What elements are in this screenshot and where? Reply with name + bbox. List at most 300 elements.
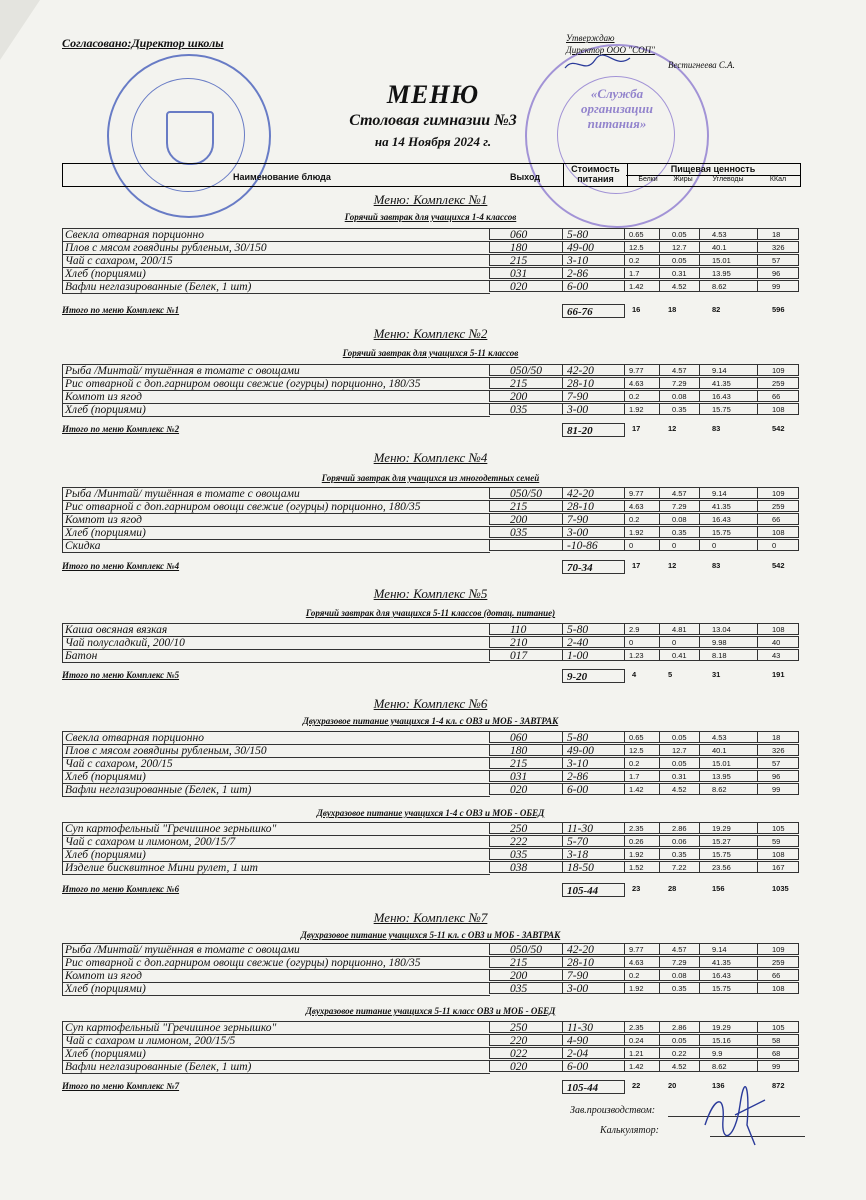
dish-fat: 0.41 <box>660 649 700 661</box>
section-subtitle: Двухразовое питание учащихся 5-11 кл. с ОВЗ и МОБ - ЗАВТРАК <box>300 930 561 940</box>
dish-fat: 0.05 <box>660 731 700 743</box>
dish-price: 3-00 <box>562 982 625 994</box>
dish-carbs: 9.14 <box>700 487 758 499</box>
dish-fat: 0.05 <box>660 254 700 266</box>
dish-name: Вафли неглазированные (Белек, 1 шт) <box>62 783 490 797</box>
table-row <box>62 982 799 995</box>
dish-carbs: 16.43 <box>700 390 758 402</box>
dish-carbs: 15.75 <box>700 982 758 994</box>
dish-output: 250 <box>489 1021 562 1033</box>
dish-carbs: 8.18 <box>700 649 758 661</box>
dish-kcal: 99 <box>758 783 799 795</box>
dish-name: Хлеб (порциями) <box>62 403 490 417</box>
dish-fat: 0.05 <box>660 228 700 240</box>
dish-carbs: 0 <box>700 539 758 551</box>
dish-protein: 2.9 <box>625 623 660 635</box>
dish-carbs: 41.35 <box>700 377 758 389</box>
dish-kcal: 18 <box>758 228 799 240</box>
dish-protein: 12.5 <box>625 744 660 756</box>
dish-price: 28-10 <box>562 500 625 512</box>
total-price: 105-44 <box>562 1080 625 1094</box>
dish-fat: 0 <box>660 539 700 551</box>
section-subtitle: Двухразовое питание учащихся 1-4 кл. с ОВЗ и МОБ - ЗАВТРАК <box>302 716 559 726</box>
dish-protein: 0.65 <box>625 228 660 240</box>
table-row <box>62 1034 799 1047</box>
dish-protein: 2.35 <box>625 822 660 834</box>
dish-price: 2-04 <box>562 1047 625 1059</box>
dish-name: Компот из ягод <box>62 969 490 983</box>
dish-output: 180 <box>489 744 562 756</box>
dish-kcal: 108 <box>758 623 799 635</box>
table-row <box>62 848 799 861</box>
dish-kcal: 108 <box>758 982 799 994</box>
dish-output: 110 <box>489 623 562 635</box>
dish-output: 215 <box>489 956 562 968</box>
dish-price: 4-90 <box>562 1034 625 1046</box>
dish-kcal: 96 <box>758 267 799 279</box>
dish-kcal: 40 <box>758 636 799 648</box>
total-label: Итого по меню Комплекс №7 <box>62 1081 180 1091</box>
dish-fat: 0.35 <box>660 526 700 538</box>
dish-name: Хлеб (порциями) <box>62 770 490 784</box>
dish-protein: 1.42 <box>625 1060 660 1072</box>
dish-carbs: 15.27 <box>700 835 758 847</box>
production-label: Зав.производством: <box>570 1105 656 1116</box>
dish-price: 2-86 <box>562 770 625 782</box>
section-subtitle: Горячий завтрак для учащихся из многодетных семей <box>321 473 540 483</box>
dish-protein: 1.7 <box>625 267 660 279</box>
dish-kcal: 108 <box>758 403 799 415</box>
total-protein: 4 <box>632 670 637 679</box>
dish-price: 7-90 <box>562 969 625 981</box>
dish-protein: 0 <box>625 636 660 648</box>
section-title: Меню: Комплекс №1 <box>373 192 488 207</box>
dish-output: 200 <box>489 969 562 981</box>
dish-price: 42-20 <box>562 364 625 376</box>
dish-protein: 0.26 <box>625 835 660 847</box>
dish-protein: 0.65 <box>625 731 660 743</box>
section-subtitle: Горячий завтрак для учащихся 5-11 классов (дотац. питание) <box>305 608 556 618</box>
dish-price: 3-00 <box>562 526 625 538</box>
dish-fat: 0.08 <box>660 969 700 981</box>
dish-kcal: 259 <box>758 500 799 512</box>
dish-carbs: 19.29 <box>700 1021 758 1033</box>
dish-carbs: 13.95 <box>700 770 758 782</box>
table-row <box>62 513 799 526</box>
dish-name: Рыба /Минтай/ тушённая в томате с овощами <box>62 943 490 957</box>
dish-fat: 0.08 <box>660 513 700 525</box>
dish-kcal: 66 <box>758 969 799 981</box>
dish-carbs: 15.16 <box>700 1034 758 1046</box>
table-row <box>62 770 799 783</box>
dish-protein: 0.2 <box>625 390 660 402</box>
dish-carbs: 9.14 <box>700 943 758 955</box>
section-subtitle: Горячий завтрак для учащихся 1-4 классов <box>344 212 517 222</box>
total-protein: 16 <box>632 305 641 314</box>
dish-protein: 1.92 <box>625 526 660 538</box>
dish-protein: 0.2 <box>625 513 660 525</box>
page-subtitle: Столовая гимназии №3 <box>349 112 517 129</box>
dish-output: 060 <box>489 228 562 240</box>
dish-fat: 7.29 <box>660 377 700 389</box>
total-row <box>62 1080 799 1094</box>
col-output: Выход <box>510 172 541 182</box>
dish-carbs: 4.53 <box>700 731 758 743</box>
dish-price: 3-00 <box>562 403 625 415</box>
dish-price: 5-80 <box>562 731 625 743</box>
dish-fat: 4.52 <box>660 1060 700 1072</box>
table-row <box>62 969 799 982</box>
dish-fat: 4.57 <box>660 487 700 499</box>
dish-output: 220 <box>489 1034 562 1046</box>
total-price: 81-20 <box>562 423 625 437</box>
table-row <box>62 241 799 254</box>
dish-name: Рыба /Минтай/ тушённая в томате с овощами <box>62 364 490 378</box>
dish-output: 017 <box>489 649 562 661</box>
total-protein: 22 <box>632 1081 641 1090</box>
dish-fat: 4.57 <box>660 364 700 376</box>
table-row <box>62 390 799 403</box>
dish-name: Чай полусладкий, 200/10 <box>62 636 490 650</box>
total-fat: 12 <box>668 424 677 433</box>
section-subtitle: Двухразовое питание учащихся 5-11 класс ОВЗ и МОБ - ОБЕД <box>305 1006 556 1016</box>
section-title: Меню: Комплекс №2 <box>373 326 488 341</box>
total-kcal: 191 <box>772 670 785 679</box>
dish-price: 3-10 <box>562 757 625 769</box>
col-protein: Белки <box>638 176 658 183</box>
dish-kcal: 66 <box>758 390 799 402</box>
dish-price: 42-20 <box>562 487 625 499</box>
total-row <box>62 883 799 897</box>
dish-name: Изделие бисквитное Мини рулет, 1 шт <box>62 861 490 875</box>
table-row <box>62 1060 799 1073</box>
table-row <box>62 364 799 377</box>
total-fat: 5 <box>668 670 673 679</box>
dish-protein: 1.23 <box>625 649 660 661</box>
dish-kcal: 57 <box>758 757 799 769</box>
dish-carbs: 41.35 <box>700 956 758 968</box>
dish-kcal: 109 <box>758 487 799 499</box>
dish-output: 050/50 <box>489 487 562 499</box>
dish-name: Хлеб (порциями) <box>62 526 490 540</box>
dish-protein: 1.42 <box>625 280 660 292</box>
dish-carbs: 40.1 <box>700 241 758 253</box>
dish-protein: 0.2 <box>625 757 660 769</box>
dish-fat: 0.31 <box>660 267 700 279</box>
approve-name: Вестигнеева С.А. <box>668 60 735 70</box>
dish-name: Чай с сахаром, 200/15 <box>62 254 490 268</box>
dish-price: 11-30 <box>562 822 625 834</box>
total-label: Итого по меню Комплекс №5 <box>62 670 180 680</box>
dish-kcal: 109 <box>758 943 799 955</box>
dish-protein: 1.92 <box>625 403 660 415</box>
total-protein: 17 <box>632 561 641 570</box>
table-row <box>62 861 799 874</box>
dish-protein: 1.52 <box>625 861 660 873</box>
dish-kcal: 108 <box>758 848 799 860</box>
dish-kcal: 68 <box>758 1047 799 1059</box>
col-name: Наименование блюда <box>233 172 331 182</box>
table-row <box>62 526 799 539</box>
dish-protein: 1.42 <box>625 783 660 795</box>
calculator-label: Калькулятор: <box>600 1125 659 1136</box>
total-price: 105-44 <box>562 883 625 897</box>
table-row <box>62 649 799 662</box>
dish-carbs: 40.1 <box>700 744 758 756</box>
dish-carbs: 19.29 <box>700 822 758 834</box>
dish-output: 215 <box>489 377 562 389</box>
dish-carbs: 15.01 <box>700 254 758 266</box>
dish-price: 5-70 <box>562 835 625 847</box>
dish-output: 022 <box>489 1047 562 1059</box>
dish-fat: 0 <box>660 636 700 648</box>
total-carbs: 136 <box>712 1081 725 1090</box>
dish-name: Хлеб (порциями) <box>62 1047 490 1061</box>
dish-output: 050/50 <box>489 943 562 955</box>
section-subtitle: Горячий завтрак для учащихся 5-11 классов <box>342 348 519 358</box>
dish-name: Плов с мясом говядины рубленым, 30/150 <box>62 744 490 758</box>
dish-protein: 1.21 <box>625 1047 660 1059</box>
dish-price: 1-00 <box>562 649 625 661</box>
dish-fat: 0.06 <box>660 835 700 847</box>
dish-protein: 9.77 <box>625 364 660 376</box>
table-row <box>62 254 799 267</box>
table-row <box>62 744 799 757</box>
dish-kcal: 99 <box>758 280 799 292</box>
col-nutrition: Пищевая ценность <box>626 164 800 176</box>
dish-fat: 2.86 <box>660 822 700 834</box>
dish-carbs: 13.04 <box>700 623 758 635</box>
dish-kcal: 109 <box>758 364 799 376</box>
dish-output: 060 <box>489 731 562 743</box>
dish-protein: 1.92 <box>625 848 660 860</box>
col-kcal: ККал <box>769 176 787 183</box>
table-row <box>62 403 799 416</box>
dish-kcal: 99 <box>758 1060 799 1072</box>
dish-protein: 0.2 <box>625 969 660 981</box>
table-row <box>62 757 799 770</box>
total-protein: 17 <box>632 424 641 433</box>
dish-kcal: 108 <box>758 526 799 538</box>
dish-protein: 12.5 <box>625 241 660 253</box>
section-title: Меню: Комплекс №6 <box>373 696 488 711</box>
dish-name: Хлеб (порциями) <box>62 982 490 996</box>
total-fat: 20 <box>668 1081 677 1090</box>
page-date: на 14 Ноября 2024 г. <box>374 134 492 149</box>
dish-name: Свекла отварная порционно <box>62 731 490 745</box>
dish-carbs: 16.43 <box>700 513 758 525</box>
section-title: Меню: Комплекс №7 <box>373 910 488 925</box>
dish-kcal: 57 <box>758 254 799 266</box>
dish-protein: 4.63 <box>625 500 660 512</box>
dish-carbs: 15.01 <box>700 757 758 769</box>
dish-name: Хлеб (порциями) <box>62 848 490 862</box>
total-row <box>62 669 799 683</box>
approve-label: Утверждаю <box>566 33 615 43</box>
dish-fat: 4.52 <box>660 783 700 795</box>
total-fat: 18 <box>668 305 677 314</box>
table-row <box>62 280 799 293</box>
dish-name: Рис отварной с доп.гарниром овощи свежие (огурцы) порционно, 180/35 <box>62 956 490 970</box>
dish-carbs: 15.75 <box>700 848 758 860</box>
dish-price: 2-86 <box>562 267 625 279</box>
dish-name: Чай с сахаром и лимоном, 200/15/7 <box>62 835 490 849</box>
dish-carbs: 4.53 <box>700 228 758 240</box>
dish-price: 7-90 <box>562 390 625 402</box>
dish-name: Рис отварной с доп.гарниром овощи свежие (огурцы) порционно, 180/35 <box>62 377 490 391</box>
dish-fat: 7.29 <box>660 956 700 968</box>
total-carbs: 156 <box>712 884 725 893</box>
dish-protein: 2.35 <box>625 1021 660 1033</box>
section-subtitle: Двухразовое питание учащихся 1-4 с ОВЗ и МОБ - ОБЕД <box>316 808 545 818</box>
total-row <box>62 560 799 574</box>
total-kcal: 596 <box>772 305 785 314</box>
approve-director: Директор ООО "СОП" <box>566 45 655 55</box>
dish-price: 6-00 <box>562 783 625 795</box>
dish-name: Компот из ягод <box>62 513 490 527</box>
dish-price: 6-00 <box>562 280 625 292</box>
total-label: Итого по меню Комплекс №6 <box>62 884 180 894</box>
col-carbs: Углеводы <box>712 176 744 183</box>
col-price: Стоимость питания <box>563 164 628 186</box>
dish-fat: 7.22 <box>660 861 700 873</box>
dish-output: 020 <box>489 783 562 795</box>
table-row <box>62 783 799 796</box>
dish-name: Рис отварной с доп.гарниром овощи свежие (огурцы) порционно, 180/35 <box>62 500 490 514</box>
dish-name: Рыба /Минтай/ тушённая в томате с овощами <box>62 487 490 501</box>
page-corner-fold <box>0 0 40 60</box>
dish-carbs: 9.98 <box>700 636 758 648</box>
dish-protein: 1.92 <box>625 982 660 994</box>
table-row <box>62 835 799 848</box>
total-fat: 28 <box>668 884 677 893</box>
dish-fat: 0.22 <box>660 1047 700 1059</box>
dish-kcal: 105 <box>758 1021 799 1033</box>
dish-output: 200 <box>489 390 562 402</box>
table-row <box>62 623 799 636</box>
dish-fat: 12.7 <box>660 744 700 756</box>
dish-carbs: 8.62 <box>700 783 758 795</box>
table-row <box>62 956 799 969</box>
dish-output: 210 <box>489 636 562 648</box>
dish-carbs: 9.9 <box>700 1047 758 1059</box>
dish-output: 035 <box>489 982 562 994</box>
dish-protein: 4.63 <box>625 956 660 968</box>
dish-output: 222 <box>489 835 562 847</box>
dish-name: Плов с мясом говядины рубленым, 30/150 <box>62 241 490 255</box>
dish-name: Чай с сахаром и лимоном, 200/15/5 <box>62 1034 490 1048</box>
dish-price: 2-40 <box>562 636 625 648</box>
dish-kcal: 105 <box>758 822 799 834</box>
dish-price: 42-20 <box>562 943 625 955</box>
table-row <box>62 943 799 956</box>
dish-output: 031 <box>489 267 562 279</box>
dish-price: 3-10 <box>562 254 625 266</box>
dish-output: 250 <box>489 822 562 834</box>
dish-carbs: 41.35 <box>700 500 758 512</box>
table-header <box>62 163 801 187</box>
dish-carbs: 15.75 <box>700 403 758 415</box>
dish-fat: 4.52 <box>660 280 700 292</box>
total-kcal: 1035 <box>772 884 789 893</box>
dish-price: 7-90 <box>562 513 625 525</box>
total-price: 9-20 <box>562 669 625 683</box>
dish-price: 28-10 <box>562 956 625 968</box>
dish-name: Каша овсяная вязкая <box>62 623 490 637</box>
dish-protein: 0.24 <box>625 1034 660 1046</box>
dish-fat: 0.35 <box>660 982 700 994</box>
total-protein: 23 <box>632 884 641 893</box>
table-row <box>62 487 799 500</box>
dish-carbs: 13.95 <box>700 267 758 279</box>
total-label: Итого по меню Комплекс №1 <box>62 305 180 315</box>
dish-price: 49-00 <box>562 241 625 253</box>
dish-output: 020 <box>489 1060 562 1072</box>
dish-fat: 0.35 <box>660 848 700 860</box>
dish-fat: 4.57 <box>660 943 700 955</box>
dish-output: 035 <box>489 848 562 860</box>
dish-price: 6-00 <box>562 1060 625 1072</box>
table-row <box>62 539 799 552</box>
dish-price: 5-80 <box>562 228 625 240</box>
dish-kcal: 259 <box>758 377 799 389</box>
total-kcal: 542 <box>772 424 785 433</box>
signature-icon <box>695 1085 775 1150</box>
dish-name: Вафли неглазированные (Белек, 1 шт) <box>62 280 490 294</box>
dish-fat: 0.05 <box>660 1034 700 1046</box>
dish-output: 180 <box>489 241 562 253</box>
dish-fat: 4.81 <box>660 623 700 635</box>
approval-left: Согласовано:Директор школы <box>62 36 224 50</box>
col-fat: Жиры <box>673 176 693 183</box>
dish-protein: 4.63 <box>625 377 660 389</box>
dish-output <box>489 539 562 551</box>
page-title: МЕНЮ <box>386 80 480 109</box>
total-label: Итого по меню Комплекс №2 <box>62 424 180 434</box>
section-title: Меню: Комплекс №5 <box>373 586 488 601</box>
dish-name: Скидка <box>62 539 490 553</box>
table-row <box>62 500 799 513</box>
table-row <box>62 731 799 744</box>
total-price: 70-34 <box>562 560 625 574</box>
total-carbs: 31 <box>712 670 721 679</box>
dish-price: 5-80 <box>562 623 625 635</box>
dish-price: 3-18 <box>562 848 625 860</box>
dish-output: 215 <box>489 757 562 769</box>
dish-carbs: 8.62 <box>700 1060 758 1072</box>
dish-fat: 0.35 <box>660 403 700 415</box>
dish-output: 200 <box>489 513 562 525</box>
dish-carbs: 23.56 <box>700 861 758 873</box>
dish-output: 050/50 <box>489 364 562 376</box>
dish-fat: 0.08 <box>660 390 700 402</box>
dish-name: Батон <box>62 649 490 663</box>
dish-fat: 7.29 <box>660 500 700 512</box>
dish-protein: 9.77 <box>625 943 660 955</box>
section-title: Меню: Комплекс №4 <box>373 450 488 465</box>
stamp-text: «Служба организации питания» <box>580 86 653 131</box>
dish-carbs: 8.62 <box>700 280 758 292</box>
dish-kcal: 18 <box>758 731 799 743</box>
dish-fat: 0.31 <box>660 770 700 782</box>
table-row <box>62 228 799 241</box>
table-row <box>62 1021 799 1034</box>
table-row <box>62 1047 799 1060</box>
dish-protein: 1.7 <box>625 770 660 782</box>
dish-price: -10-86 <box>562 539 625 551</box>
total-carbs: 83 <box>712 561 721 570</box>
total-kcal: 872 <box>772 1081 785 1090</box>
